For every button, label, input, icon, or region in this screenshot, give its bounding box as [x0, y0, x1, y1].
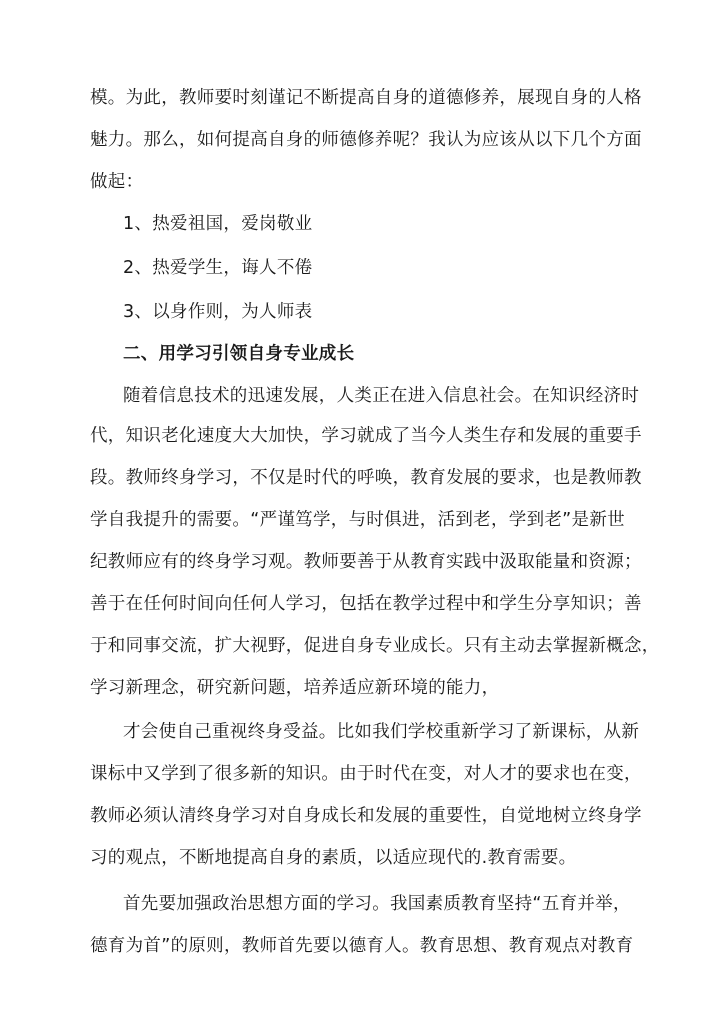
- paragraph-line: 习的观点，不断地提高自身的素质，以适应现代的.教育需要。: [90, 848, 577, 868]
- paragraph-line: 于和同事交流，扩大视野，促进自身专业成长。只有主动去掌握新概念，: [90, 636, 660, 656]
- paragraph-line: 段。教师终身学习，不仅是时代的呼唤，教育发展的要求，也是教师教: [90, 468, 642, 488]
- paragraph-line: 学习新理念，研究新问题，培养适应新环境的能力，: [90, 678, 500, 698]
- paragraph-line: 纪教师应有的终身学习观。教师要善于从教育实践中汲取能量和资源；: [90, 552, 642, 572]
- list-item-1: 1、热爱祖国，爱岗敬业: [123, 214, 313, 234]
- paragraph-line: 代，知识老化速度大大加快，学习就成了当今人类生存和发展的重要手: [90, 426, 642, 446]
- paragraph-line: 德育为首”的原则，教师首先要以德育人。教育思想、教育观点对教育: [90, 936, 634, 956]
- paragraph-line: 模。为此，教师要时刻谨记不断提高自身的道德修养，展现自身的人格: [90, 88, 642, 108]
- list-item-2: 2、热爱学生，诲人不倦: [123, 258, 313, 278]
- paragraph-line: 做起：: [90, 172, 144, 192]
- paragraph-line: 课标中又学到了很多新的知识。由于时代在变，对人才的要求也在变，: [90, 764, 642, 784]
- list-item-3: 3、以身作则，为人师表: [123, 302, 313, 322]
- section-heading: 二、用学习引领自身专业成长: [123, 344, 355, 364]
- paragraph-line: 魅力。那么，如何提高自身的师德修养呢？我认为应该从以下几个方面: [90, 130, 642, 150]
- paragraph-line: 善于在任何时间向任何人学习，包括在教学过程中和学生分享知识；善: [90, 594, 642, 614]
- paragraph-line: 学自我提升的需要。“严谨笃学，与时俱进，活到老，学到老”是新世: [90, 510, 625, 530]
- paragraph-line: 随着信息技术的迅速发展，人类正在进入信息社会。在知识经济时: [123, 386, 640, 406]
- paragraph-line: 才会使自己重视终身受益。比如我们学校重新学习了新课标，从新: [123, 722, 640, 742]
- paragraph-line: 教师必须认清终身学习对自身成长和发展的重要性，自觉地树立终身学: [90, 806, 642, 826]
- paragraph-line: 首先要加强政治思想方面的学习。我国素质教育坚持“五育并举，: [123, 894, 631, 914]
